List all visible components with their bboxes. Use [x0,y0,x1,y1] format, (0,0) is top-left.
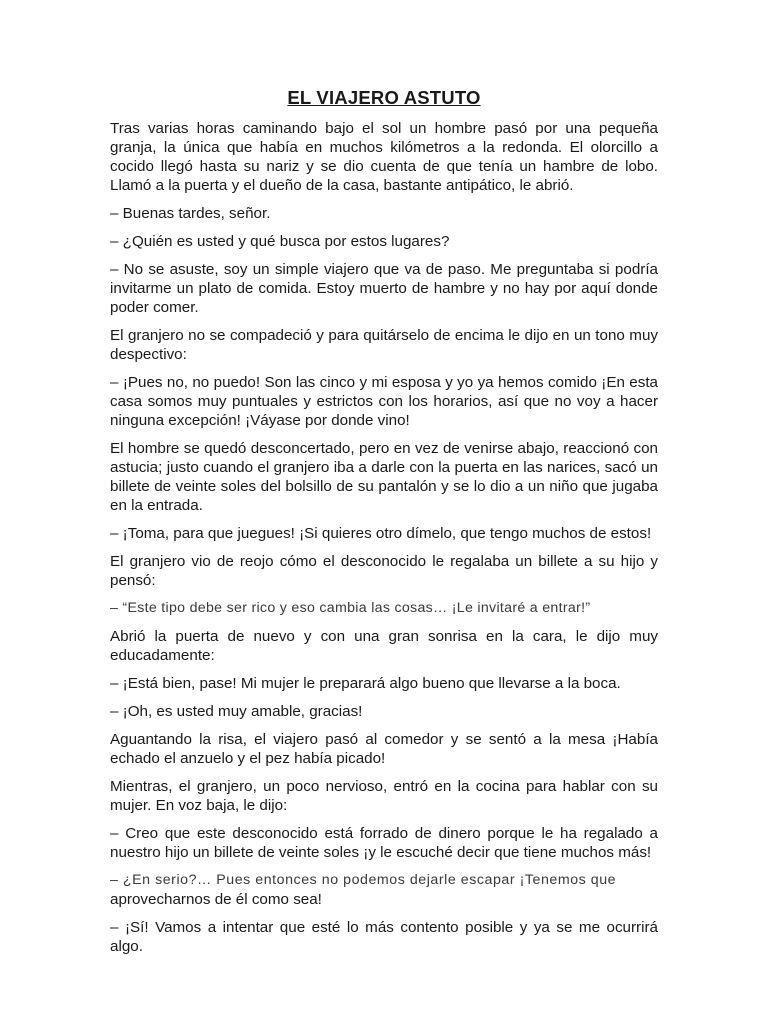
document-page [110,86,658,965]
paragraph-2: – Buenas tardes, señor. [110,205,271,222]
paragraph-6: – ¡Pues no, no puedo! Son las cinco y mi esposa y yo ya hemos comido ¡En esta casa somos muy puntuales y estrictos con los horarios, así que no voy a hacer ninguna excepción! ¡Váyase por donde vino! [110,374,658,429]
paragraph-16: – Creo que este desconocido está forrado de dinero porque le ha regalado a nuestro hijo un billete de veinte soles ¡y le escuché decir que tiene muchos más! [110,825,658,861]
paragraph-11: Abrió la puerta de nuevo y con una gran sonrisa en la cara, le dijo muy educadamente: [110,628,658,664]
paragraph-7: El hombre se quedó desconcertado, pero en vez de venirse abajo, reaccionó con astucia; justo cuando el granjero iba a darle con la puerta en las narices, sacó un billete de veinte soles del bolsillo de su pantalón y se lo dio a un niño que jugaba en la entrada. [110,440,658,514]
paragraph-13: – ¡Oh, es usted muy amable, gracias! [110,703,363,720]
paragraph-14: Aguantando la risa, el viajero pasó al comedor y se sentó a la mesa ¡Había echado el anzuelo y el pez había picado! [110,731,658,767]
paragraph-3: – ¿Quién es usted y qué busca por estos lugares? [110,233,450,250]
paragraph-17-line-2: aprovecharnos de él como sea! [110,891,322,908]
paragraph-9: El granjero vio de reojo cómo el desconocido le regalaba un billete a su hijo y pensó: [110,553,658,589]
paragraph-1: Tras varias horas caminando bajo el sol un hombre pasó por una pequeña granja, la única que había en muchos kilómetros a la redonda. El olorcillo a cocido llegó hasta su nariz y se dio cuenta de que tenía un hambre de lobo. Llamó a la puerta y el dueño de la casa, bastante antipático, le abrió. [110,120,658,194]
paragraph-18: – ¡Sí! Vamos a intentar que esté lo más contento posible y ya se me ocurrirá algo. [110,919,658,955]
paragraph-8: – ¡Toma, para que juegues! ¡Si quieres otro dímelo, que tengo muchos de estos! [110,525,652,542]
paragraph-4: – No se asuste, soy un simple viajero que va de paso. Me preguntaba si podría invitarme un plato de comida. Estoy muerto de hambre y no hay por aquí donde poder comer. [110,261,658,316]
paragraph-17 [110,871,658,909]
paragraph-15: Mientras, el granjero, un poco nervioso, entró en la cocina para hablar con su mujer. En voz baja, le dijo: [110,778,658,814]
paragraph-12: – ¡Está bien, pase! Mi mujer le preparará algo bueno que llevarse a la boca. [110,675,621,692]
paragraph-17-line-1: – ¿En serio?… Pues entonces no podemos dejarle escapar ¡Tenemos que [110,872,617,888]
paragraph-5: El granjero no se compadeció y para quitárselo de encima le dijo en un tono muy despectivo: [110,327,658,363]
paragraph-10: – “Este tipo debe ser rico y eso cambia las cosas… ¡Le invitaré a entrar!” [110,600,591,616]
document-title: EL VIAJERO ASTUTO [287,87,481,108]
